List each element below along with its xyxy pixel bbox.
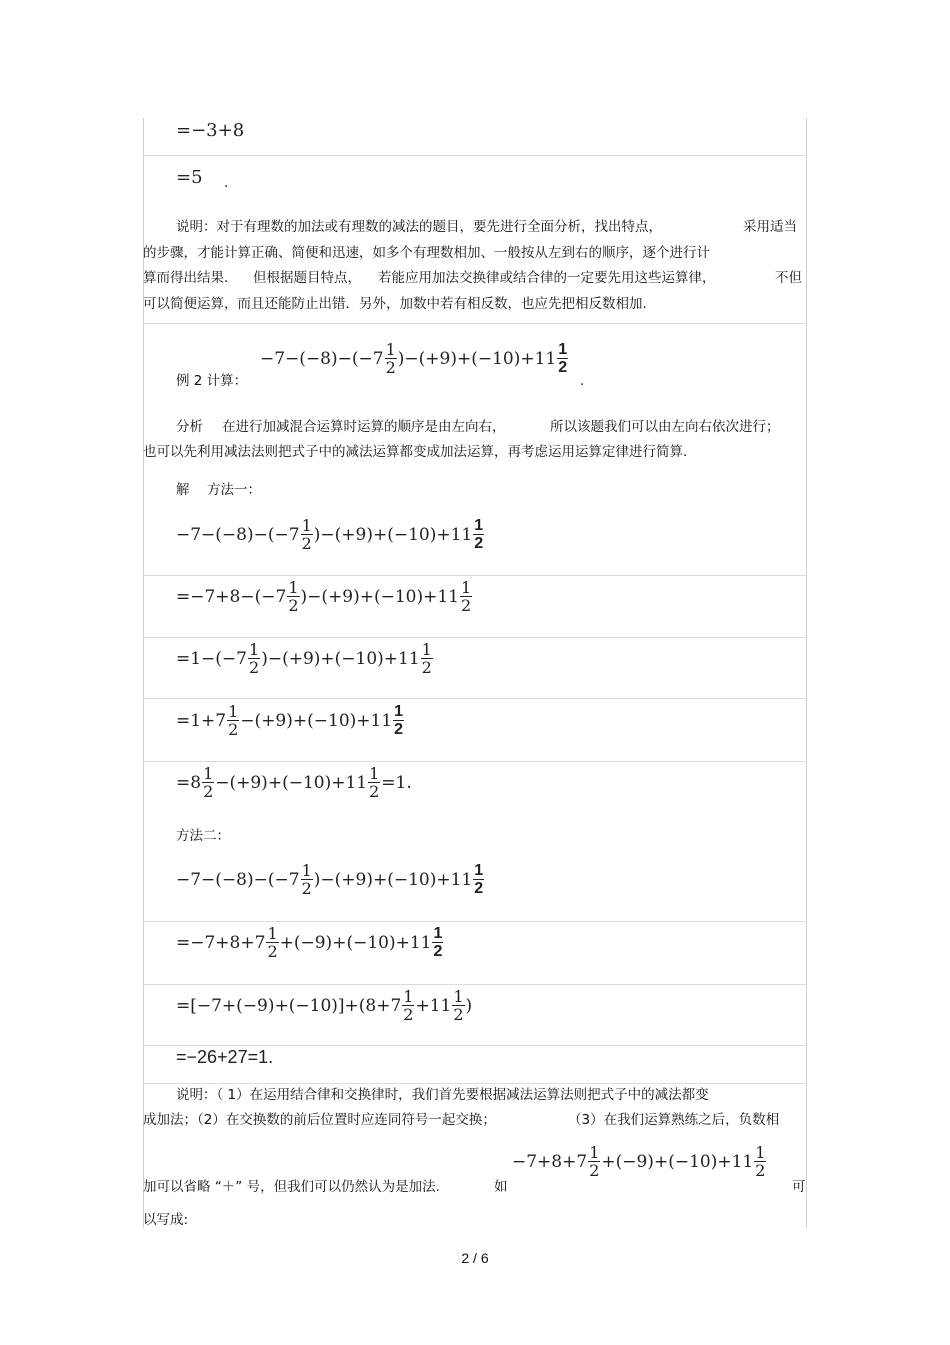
fraction — [460, 579, 472, 614]
equation-text: =−3+8 — [176, 120, 245, 141]
fraction — [432, 925, 443, 960]
fraction-numerator: 1 — [267, 924, 278, 943]
row-divider — [143, 1083, 807, 1084]
sentence-dot: . — [224, 175, 229, 191]
table-border-right — [806, 118, 807, 1228]
fraction — [557, 341, 568, 376]
fraction — [368, 765, 380, 800]
fraction-numerator: 1 — [433, 925, 443, 942]
row-divider — [143, 698, 807, 699]
example2-expression — [260, 341, 569, 376]
fraction-denominator: 2 — [460, 596, 472, 615]
math-text: +(−9)+(−10)+11 — [601, 1151, 754, 1172]
fraction-denominator: 2 — [755, 1161, 766, 1180]
fraction-denominator: 2 — [394, 721, 404, 738]
note1-line3-a: 算而得出结果． — [143, 270, 238, 286]
fraction — [473, 517, 484, 552]
fraction — [266, 925, 278, 960]
fraction-denominator: 2 — [433, 943, 443, 960]
method1-step — [176, 579, 473, 614]
fraction-numerator: 1 — [249, 640, 260, 659]
fraction-numerator: 1 — [421, 640, 432, 659]
note1-line3-c: 若能应用加法交换律或结合律的一定要先用这些运算律， — [378, 270, 716, 286]
math-text: −(+9)+(−10)+11 — [215, 772, 368, 793]
math-text: )−(+9)+(−10)+11 — [300, 586, 459, 607]
fraction-denominator: 2 — [203, 782, 214, 801]
fraction-numerator: 1 — [288, 578, 299, 597]
row-divider — [143, 761, 807, 762]
fraction — [402, 988, 414, 1023]
fraction-denominator: 2 — [453, 1005, 464, 1024]
fraction-numerator: 1 — [474, 862, 484, 879]
fraction-numerator: 1 — [453, 987, 464, 1006]
note1-line3-d: 不但 — [775, 270, 802, 286]
fraction-denominator: 2 — [301, 534, 312, 553]
note1-line3-b: 但根据题目特点， — [253, 270, 361, 286]
row-divider — [143, 921, 807, 922]
fraction — [248, 641, 260, 676]
math-text: )−(+9)+(−10)+11 — [261, 648, 420, 669]
note1-line4: 可以简便运算，而且还能防止出错．另外，加数中若有相反数，也应先把相反数相加． — [143, 296, 656, 312]
fraction — [287, 579, 299, 614]
math-text: =1. — [381, 772, 412, 793]
fraction-numerator: 1 — [403, 987, 414, 1006]
fraction-denominator: 2 — [558, 359, 568, 376]
fraction — [202, 765, 214, 800]
fraction — [452, 988, 464, 1023]
fraction — [301, 517, 313, 552]
math-text: −7−(−8)−(−7 — [260, 348, 384, 369]
note2-line3-c: 可 — [792, 1179, 806, 1195]
method2-step — [176, 1047, 273, 1068]
fraction-numerator: 1 — [203, 764, 214, 783]
note2-line2-a: 成加法；（2）在交换数的前后位置时应连同符号一起交换； — [143, 1112, 496, 1128]
fraction-numerator: 1 — [474, 517, 484, 534]
method1-label: 方法一： — [207, 482, 261, 498]
fraction-denominator: 2 — [385, 358, 396, 377]
fraction-denominator: 2 — [369, 782, 380, 801]
method2-step — [176, 925, 444, 960]
solution-label: 解 — [176, 482, 190, 498]
method1-step — [176, 517, 485, 552]
math-text: )−(+9)+(−10)+11 — [313, 524, 473, 545]
math-text: =[−7+(−9)+(−10)]+(8+7 — [176, 995, 402, 1016]
method2-step — [176, 862, 485, 897]
note1-line2: 的步骤，才能计算正确、简便和迅速，如多个有理数相加、一般按从左到右的顺序，逐个进行计 — [143, 245, 710, 261]
math-text: +11 — [415, 995, 452, 1016]
row-divider — [143, 575, 807, 576]
equation-line-a — [176, 120, 244, 141]
math-text: −(+9)+(−10)+11 — [240, 710, 393, 731]
row-divider — [143, 155, 807, 156]
note1-line1: 说明：对于有理数的加法或有理数的减法的题目，要先进行全面分析，找出特点， — [176, 219, 662, 235]
row-divider — [143, 637, 807, 638]
fraction — [227, 703, 239, 738]
fraction-denominator: 2 — [267, 942, 278, 961]
row-divider — [143, 1045, 807, 1046]
fraction-denominator: 2 — [301, 879, 312, 898]
fraction-numerator: 1 — [589, 1143, 600, 1162]
analysis-line1-b: 所以该题我们可以由左向右依次进行； — [550, 419, 780, 435]
note2-line2-b: （3）在我们运算熟练之后，负数相 — [568, 1112, 780, 1128]
fraction-numerator: 1 — [369, 764, 380, 783]
fraction — [473, 862, 484, 897]
math-text: =−26+27=1. — [176, 1047, 274, 1067]
math-text: =1+7 — [176, 710, 227, 731]
math-text: =−7+8−(−7 — [176, 586, 287, 607]
note2-line4: 以写成: — [143, 1212, 189, 1228]
note2-line3-b: 如 — [494, 1179, 508, 1195]
fraction-numerator: 1 — [301, 516, 312, 535]
fraction — [301, 862, 313, 897]
fraction-denominator: 2 — [228, 720, 239, 739]
fraction-denominator: 2 — [474, 535, 484, 552]
math-text: −7+8+7 — [512, 1151, 588, 1172]
fraction-numerator: 1 — [394, 703, 404, 720]
note2-line3-a: 加可以省略 “＋” 号，但我们可以仍然认为是加法. — [143, 1179, 440, 1195]
equation-text: =5 — [176, 167, 203, 188]
fraction-numerator: 1 — [301, 861, 312, 880]
analysis-line1-a: 在进行加减混合运算时运算的顺序是由左向右， — [222, 419, 506, 435]
math-text: =1−(−7 — [176, 648, 247, 669]
fraction-numerator: 1 — [385, 340, 396, 359]
fraction-denominator: 2 — [249, 658, 260, 677]
analysis-line2: 也可以先利用减法法则把式子中的减法运算都变成加法运算，再考虑运用运算定律进行简算． — [143, 444, 697, 460]
fraction — [754, 1144, 766, 1179]
fraction-denominator: 2 — [589, 1161, 600, 1180]
fraction-numerator: 1 — [460, 578, 472, 597]
math-text: =8 — [176, 772, 202, 793]
method1-step — [176, 765, 412, 800]
fraction-denominator: 2 — [421, 658, 432, 677]
method2-step — [176, 988, 472, 1023]
fraction-denominator: 2 — [474, 880, 484, 897]
page-number: 2 / 6 — [461, 1250, 489, 1266]
equation-line-b — [176, 167, 203, 188]
note2-line1: 说明：（ 1）在运用结合律和交换律时，我们首先要根据减法运算法则把式子中的减法都变 — [176, 1087, 709, 1103]
row-divider — [143, 984, 807, 985]
fraction-denominator: 2 — [403, 1005, 414, 1024]
note1-line1-end: 采用适当 — [743, 219, 797, 235]
math-text: =−7+8+7 — [176, 932, 266, 953]
math-text: −7−(−8)−(−7 — [176, 869, 300, 890]
example2-dot: . — [580, 373, 585, 389]
fraction — [421, 641, 433, 676]
note2-expression — [512, 1144, 767, 1179]
math-text: ) — [465, 995, 473, 1016]
fraction — [588, 1144, 600, 1179]
math-text: +(−9)+(−10)+11 — [279, 932, 432, 953]
analysis-label: 分析 — [176, 419, 203, 435]
fraction — [385, 341, 397, 376]
fraction — [393, 703, 404, 738]
fraction-numerator: 1 — [558, 341, 568, 358]
method1-step — [176, 703, 405, 738]
fraction-denominator: 2 — [288, 596, 299, 615]
example2-label: 例 2 计算： — [176, 373, 248, 389]
method1-step — [176, 641, 434, 676]
row-divider — [143, 323, 807, 324]
fraction-numerator: 1 — [755, 1143, 766, 1162]
method2-label: 方法二： — [176, 828, 230, 844]
math-text: )−(+9)+(−10)+11 — [397, 348, 557, 369]
math-text: )−(+9)+(−10)+11 — [313, 869, 473, 890]
math-text: −7−(−8)−(−7 — [176, 524, 300, 545]
fraction-numerator: 1 — [228, 702, 239, 721]
